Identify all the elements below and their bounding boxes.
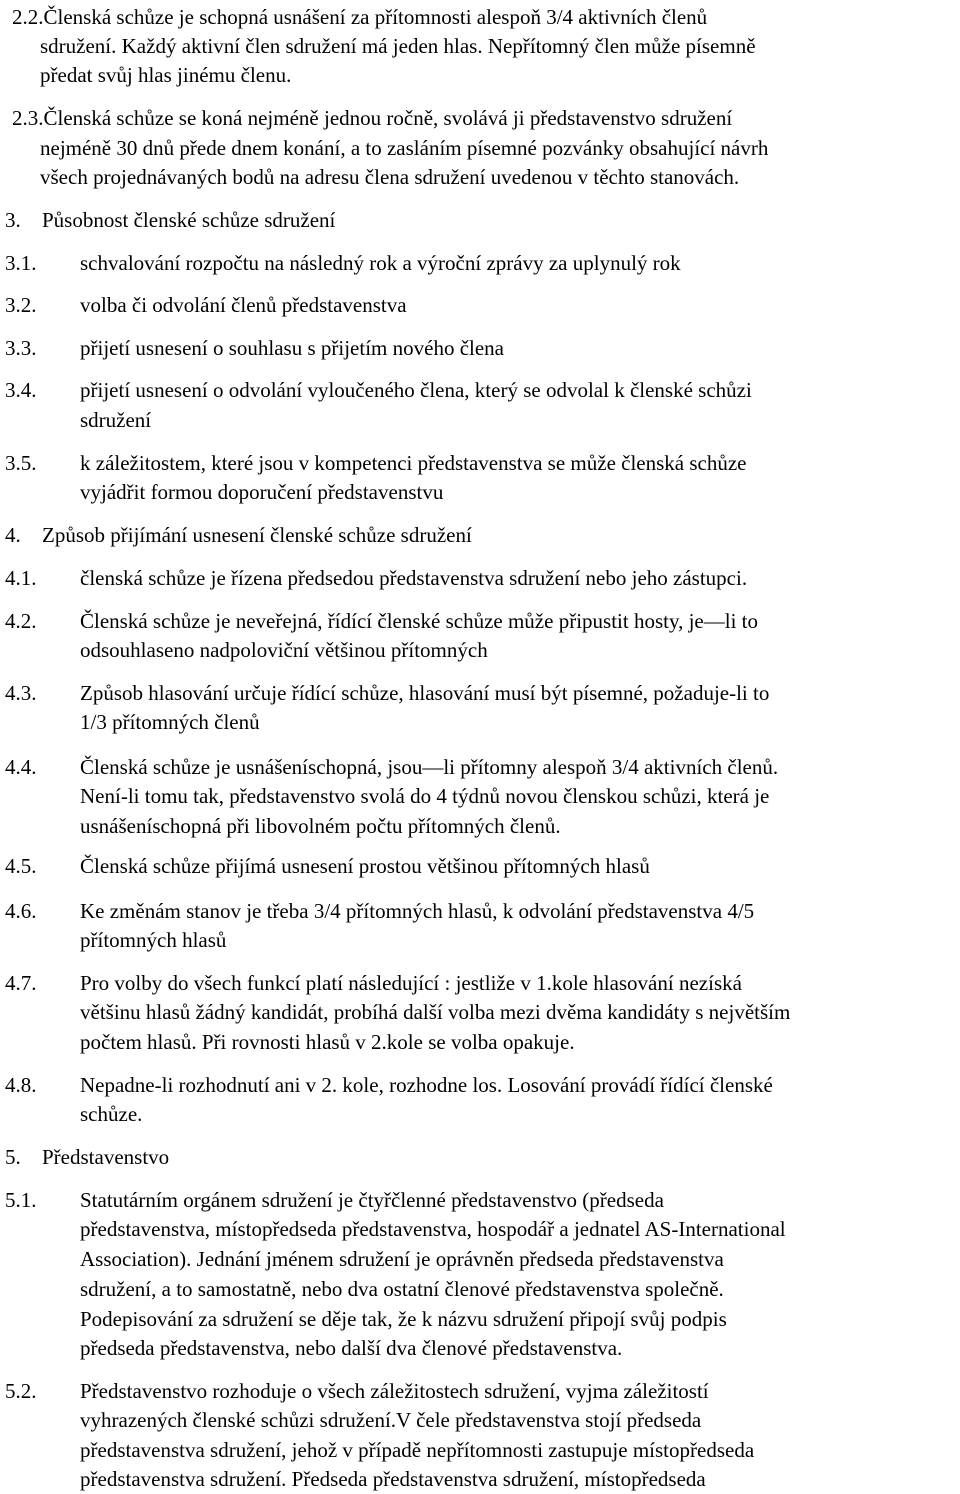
text-line: Není-li tomu tak, představenstvo svolá do 4 týdnů novou členskou schůzi, která je: [80, 784, 770, 808]
text-line: představenstva sdružení. Předseda představenstva sdružení, místopředseda: [80, 1467, 706, 1491]
text-line: většinu hlasů žádný kandidát, probíhá další volba mezi dvěma kandidáty s největším: [80, 1000, 791, 1024]
text-line: představenstva, místopředseda představenstva, hospodář a jednatel AS-International: [80, 1217, 786, 1241]
section-number: 3.3.: [5, 336, 37, 360]
text-line: představenstva sdružení, jehož v případě nepřítomnosti zastupuje místopředseda: [80, 1438, 755, 1462]
text-line: vyhrazených členské schůzi sdružení.V čele představenstva stojí předseda: [80, 1408, 702, 1432]
text-line: 2.2.Členská schůze je schopná usnášení za přítomnosti alespoň 3/4 aktivních členů: [12, 5, 708, 29]
text-line: 1/3 přítomných členů: [80, 710, 260, 734]
section-number: 4.8.: [5, 1073, 37, 1097]
text-line: volba či odvolání členů představenstva: [80, 293, 407, 317]
text-line: přijetí usnesení o odvolání vyloučeného člena, který se odvolal k členské schůzi: [80, 378, 752, 402]
text-line: usnášeníschopná při libovolném počtu přítomných členů.: [80, 814, 561, 838]
text-line: sdružení, a to samostatně, nebo dva ostatní členové představenstva společně.: [80, 1277, 724, 1301]
text-line: členská schůze je řízena předsedou představenstva sdružení nebo jeho zástupci.: [80, 566, 748, 590]
text-line: schůze.: [80, 1102, 143, 1126]
text-line: Způsob hlasování určuje řídící schůze, hlasování musí být písemné, požaduje-li to: [80, 681, 770, 705]
text-line: Představenstvo rozhoduje o všech záležitostech sdružení, vyjma záležitostí: [80, 1379, 709, 1403]
section-number: 4.1.: [5, 566, 37, 590]
section-number: 4.5.: [5, 854, 37, 878]
text-line: předat svůj hlas jinému členu.: [40, 63, 292, 87]
text-line: schvalování rozpočtu na následný rok a výroční zprávy za uplynulý rok: [80, 251, 681, 275]
text-line: sdružení: [80, 408, 152, 432]
text-line: Nepadne-li rozhodnutí ani v 2. kole, rozhodne los. Losování provádí řídící členské: [80, 1073, 773, 1097]
text-line: 2.3.Členská schůze se koná nejméně jednou ročně, svolává ji představenstvo sdružení: [12, 106, 733, 130]
section-number: 3.5.: [5, 451, 37, 475]
text-line: vyjádřit formou doporučení představenstvu: [80, 480, 444, 504]
text-line: všech projednávaných bodů na adresu člena sdružení uvedenou v těchto stanovách.: [40, 165, 740, 189]
text-line: Podepisování za sdružení se děje tak, že k názvu sdružení připojí svůj podpis: [80, 1307, 727, 1331]
text-line: Ke změnám stanov je třeba 3/4 přítomných hlasů, k odvolání představenstva 4/5: [80, 899, 755, 923]
section-number: 5.2.: [5, 1379, 37, 1403]
section-number: 4.4.: [5, 755, 37, 779]
text-line: odsouhlaseno nadpoloviční většinou přítomných: [80, 638, 488, 662]
section-number: 4.6.: [5, 899, 37, 923]
section-number: 4.7.: [5, 971, 37, 995]
text-line: přijetí usnesení o souhlasu s přijetím nového člena: [80, 336, 504, 360]
text-line: předseda představenstva, nebo další dva členové představenstva.: [80, 1336, 623, 1360]
text-line: Působnost členské schůze sdružení: [42, 208, 336, 232]
section-number: 4.2.: [5, 609, 37, 633]
section-number: 5.: [5, 1145, 21, 1169]
section-number: 4.: [5, 523, 21, 547]
section-number: 3.4.: [5, 378, 37, 402]
text-line: Způsob přijímání usnesení členské schůze sdružení: [42, 523, 472, 547]
section-number: 3.: [5, 208, 21, 232]
text-line: k záležitostem, které jsou v kompetenci představenstva se může členská schůze: [80, 451, 747, 475]
section-number: 4.3.: [5, 681, 37, 705]
section-number: 3.1.: [5, 251, 37, 275]
text-line: přítomných hlasů: [80, 928, 227, 952]
text-line: Členská schůze je usnášeníschopná, jsou—li přítomny alespoň 3/4 aktivních členů.: [80, 755, 779, 779]
section-number: 5.1.: [5, 1188, 37, 1212]
text-line: nejméně 30 dnů přede dnem konání, a to zasláním písemné pozvánky obsahující návrh: [40, 136, 769, 160]
text-line: Statutárním orgánem sdružení je čtyřčlenné představenstvo (předseda: [80, 1188, 664, 1212]
text-line: počtem hlasů. Při rovnosti hlasů v 2.kole se volba opakuje.: [80, 1030, 575, 1054]
text-line: sdružení. Každý aktivní člen sdružení má jeden hlas. Nepřítomný člen může písemně: [40, 34, 756, 58]
text-line: Association). Jednání jménem sdružení je oprávněn předseda představenstva: [80, 1247, 724, 1271]
text-line: Členská schůze je neveřejná, řídící členské schůze může připustit hosty, je—li to: [80, 609, 759, 633]
text-line: Představenstvo: [42, 1145, 170, 1169]
section-number: 3.2.: [5, 293, 37, 317]
text-line: Pro volby do všech funkcí platí následující : jestliže v 1.kole hlasování nezíská: [80, 971, 742, 995]
text-line: Členská schůze přijímá usnesení prostou většinou přítomných hlasů: [80, 854, 650, 878]
